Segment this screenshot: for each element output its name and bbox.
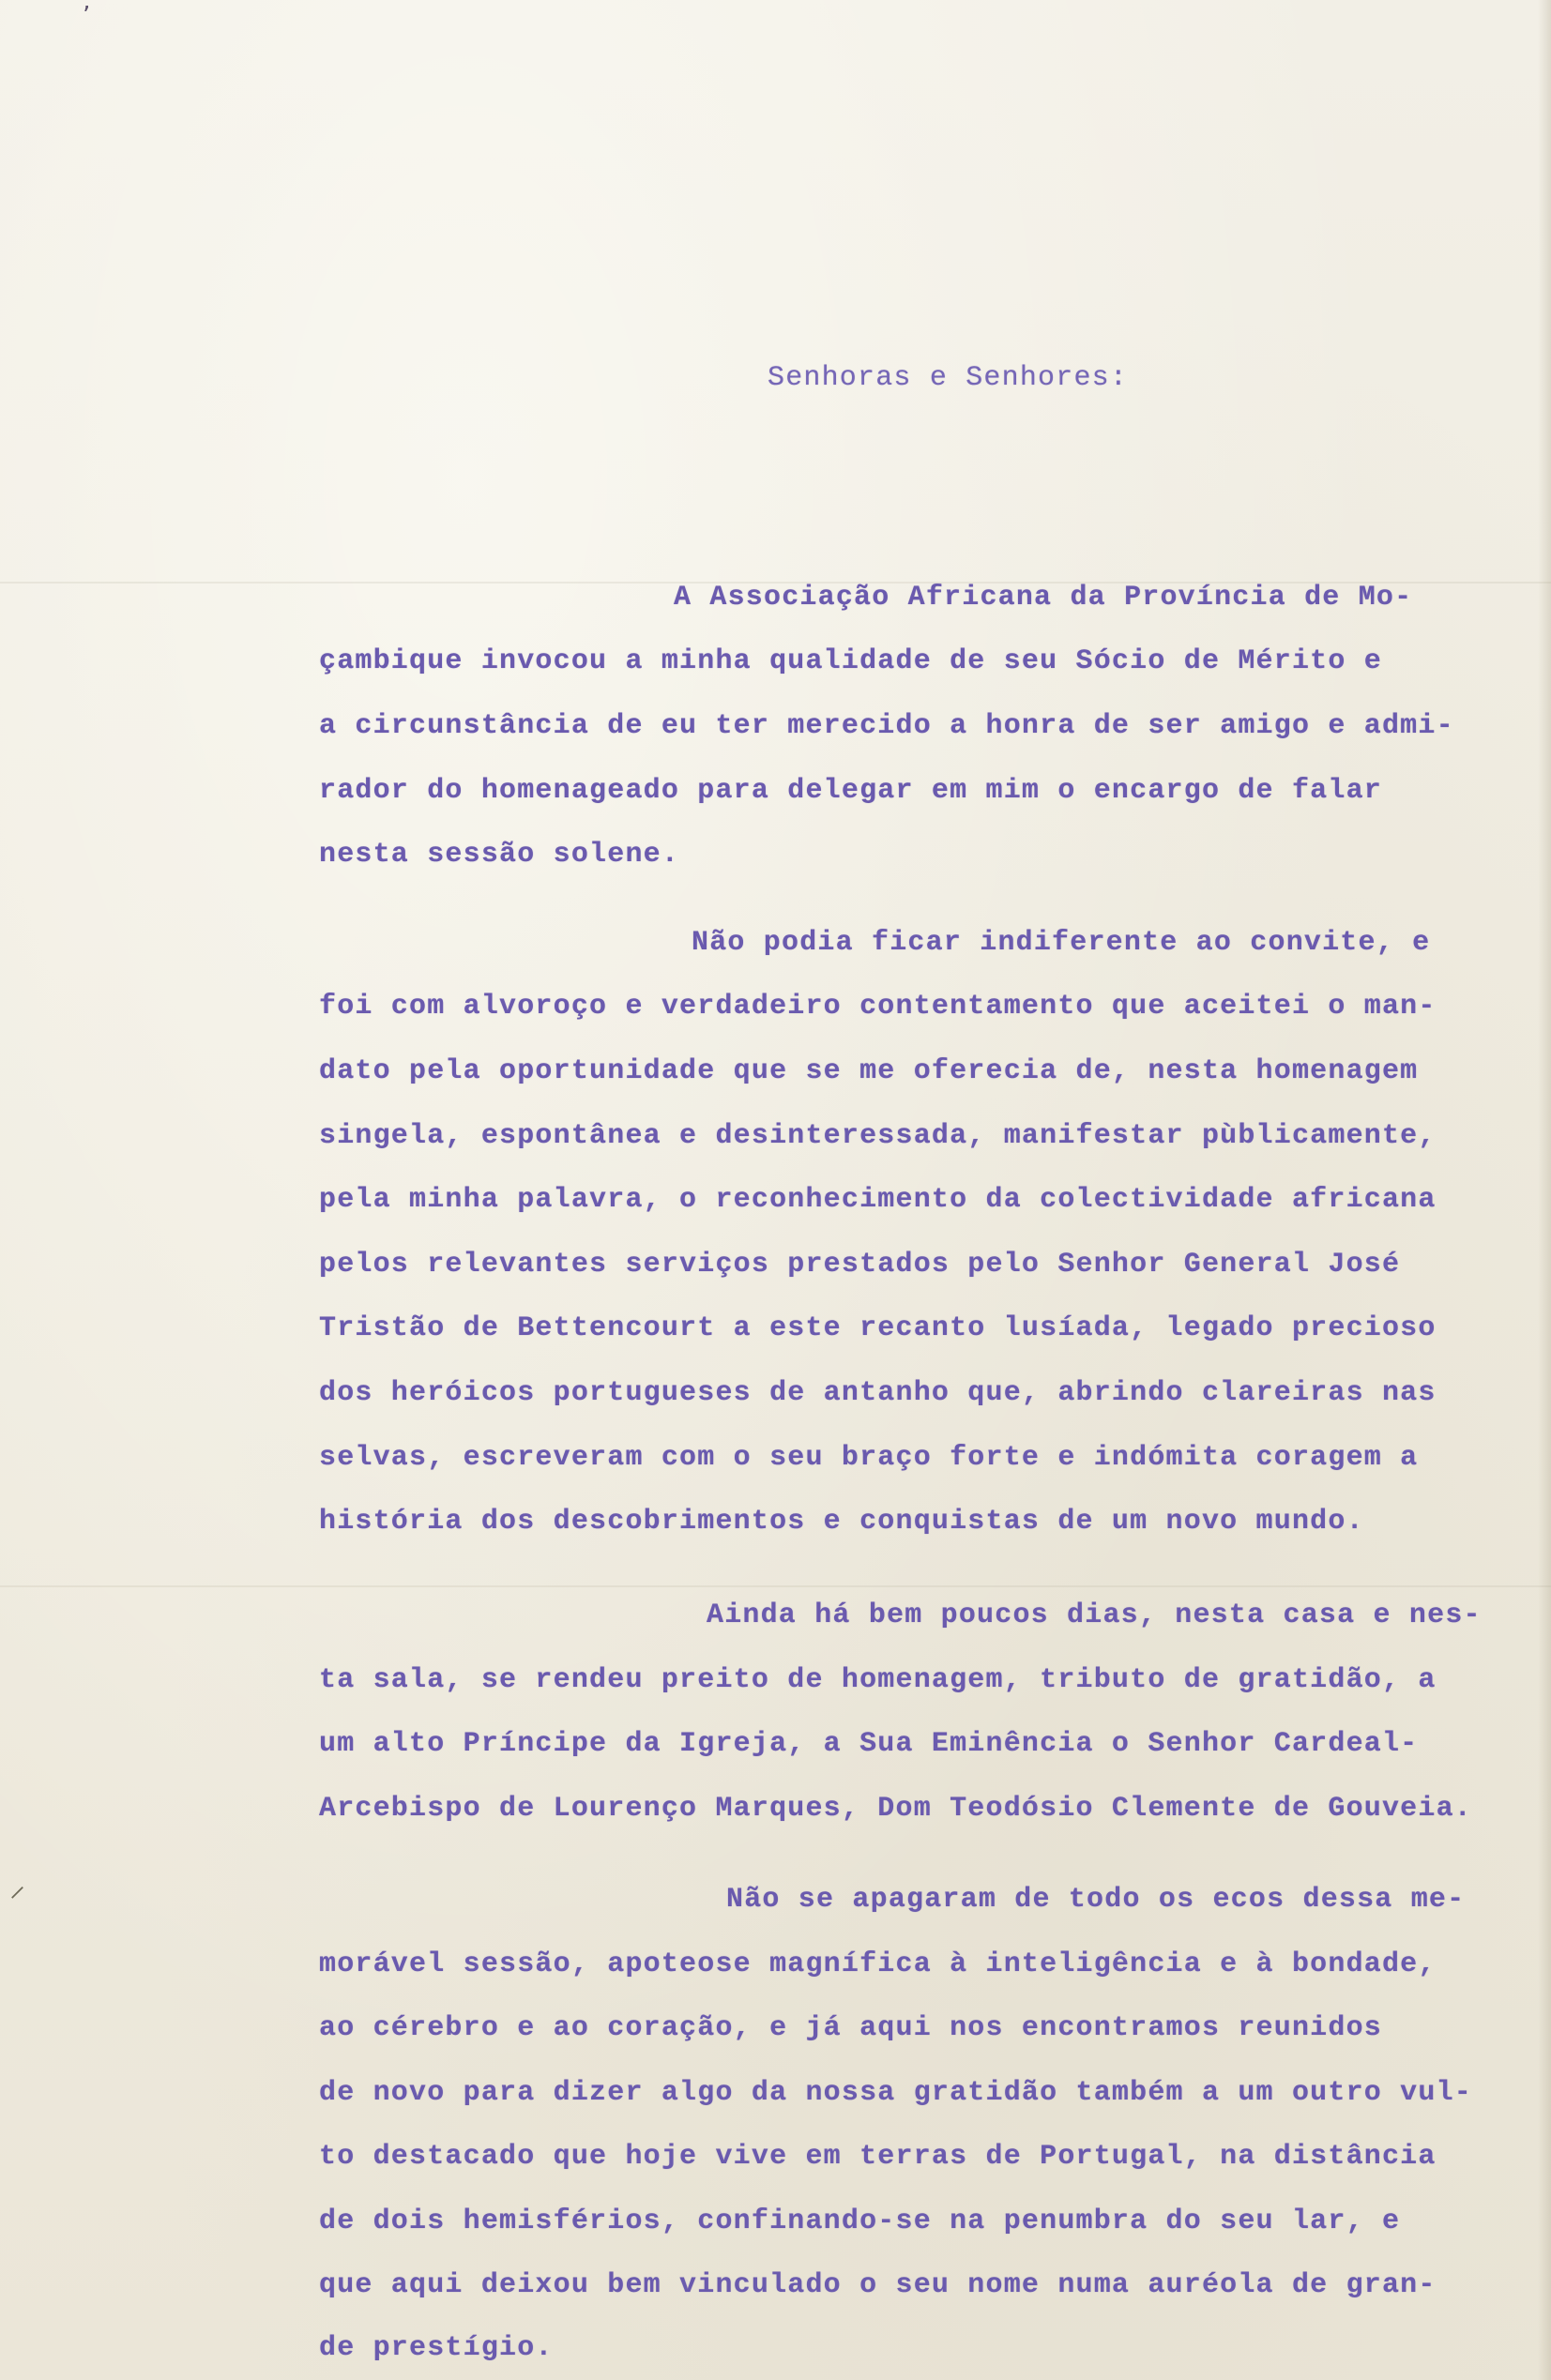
corner-pencil-mark: ʼ — [83, 2, 91, 30]
paragraph-4-line: morável sessão, apoteose magnífica à inteligência e à bondade, — [319, 1948, 1437, 1980]
salutation: Senhoras e Senhores: — [768, 362, 1129, 394]
paragraph-1-line: A Associação Africana da Província de Mo- — [674, 582, 1413, 614]
paragraph-4-line: de novo para dizer algo da nossa gratidão também a um outro vul- — [319, 2077, 1472, 2109]
paragraph-2-line: dos heróicos portugueses de antanho que, abrindo clareiras nas — [319, 1377, 1437, 1409]
paper-crease — [0, 1585, 1551, 1587]
paragraph-3-line: Arcebispo de Lourenço Marques, Dom Teodósio Clemente de Gouveia. — [319, 1793, 1472, 1825]
paragraph-3-line: Ainda há bem poucos dias, nesta casa e nes- — [707, 1599, 1482, 1631]
paragraph-4-line: Não se apagaram de todo os ecos dessa me- — [726, 1884, 1466, 1916]
paragraph-2-line: Não podia ficar indiferente ao convite, e — [692, 927, 1431, 959]
paragraph-1-line: nesta sessão solene. — [319, 839, 680, 871]
paragraph-4-line: de dois hemisférios, confinando-se na penumbra do seu lar, e — [319, 2206, 1401, 2237]
paragraph-4-line: que aqui deixou bem vinculado o seu nome numa auréola de gran- — [319, 2269, 1437, 2301]
paragraph-3-line: um alto Príncipe da Igreja, a Sua Eminência o Senhor Cardeal- — [319, 1728, 1419, 1760]
paragraph-2-line: foi com alvoroço e verdadeiro contentamento que aceitei o man- — [319, 991, 1437, 1023]
paragraph-4-line: to destacado que hoje vive em terras de Portugal, na distância — [319, 2141, 1437, 2173]
paragraph-2-line: história dos descobrimentos e conquistas de um novo mundo. — [319, 1506, 1364, 1538]
paragraph-2-line: dato pela oportunidade que se me oferecia de, nesta homenagem — [319, 1055, 1419, 1087]
paragraph-1-line: a circunstância de eu ter merecido a honra de ser amigo e admi- — [319, 710, 1454, 742]
margin-pencil-mark: ⸝ — [9, 1867, 25, 1904]
paragraph-2-line: Tristão de Bettencourt a este recanto lusíada, legado precioso — [319, 1312, 1437, 1344]
paragraph-1-line: rador do homenageado para delegar em mim o encargo de falar — [319, 775, 1382, 807]
paragraph-2-line: singela, espontânea e desinteressada, manifestar pùblicamente, — [319, 1120, 1437, 1152]
paragraph-2-line: selvas, escreveram com o seu braço forte e indómita coragem a — [319, 1442, 1419, 1474]
paragraph-4-line: ao cérebro e ao coração, e já aqui nos encontramos reunidos — [319, 2012, 1382, 2044]
paragraph-1-line: çambique invocou a minha qualidade de seu Sócio de Mérito e — [319, 645, 1382, 677]
paper-edge-shadow — [1538, 0, 1551, 2380]
paragraph-3-line: ta sala, se rendeu preito de homenagem, tributo de gratidão, a — [319, 1664, 1437, 1696]
paragraph-4-line: de prestígio. — [319, 2332, 554, 2364]
paragraph-2-line: pelos relevantes serviços prestados pelo Senhor General José — [319, 1249, 1401, 1281]
paragraph-2-line: pela minha palavra, o reconhecimento da colectividade africana — [319, 1184, 1437, 1216]
